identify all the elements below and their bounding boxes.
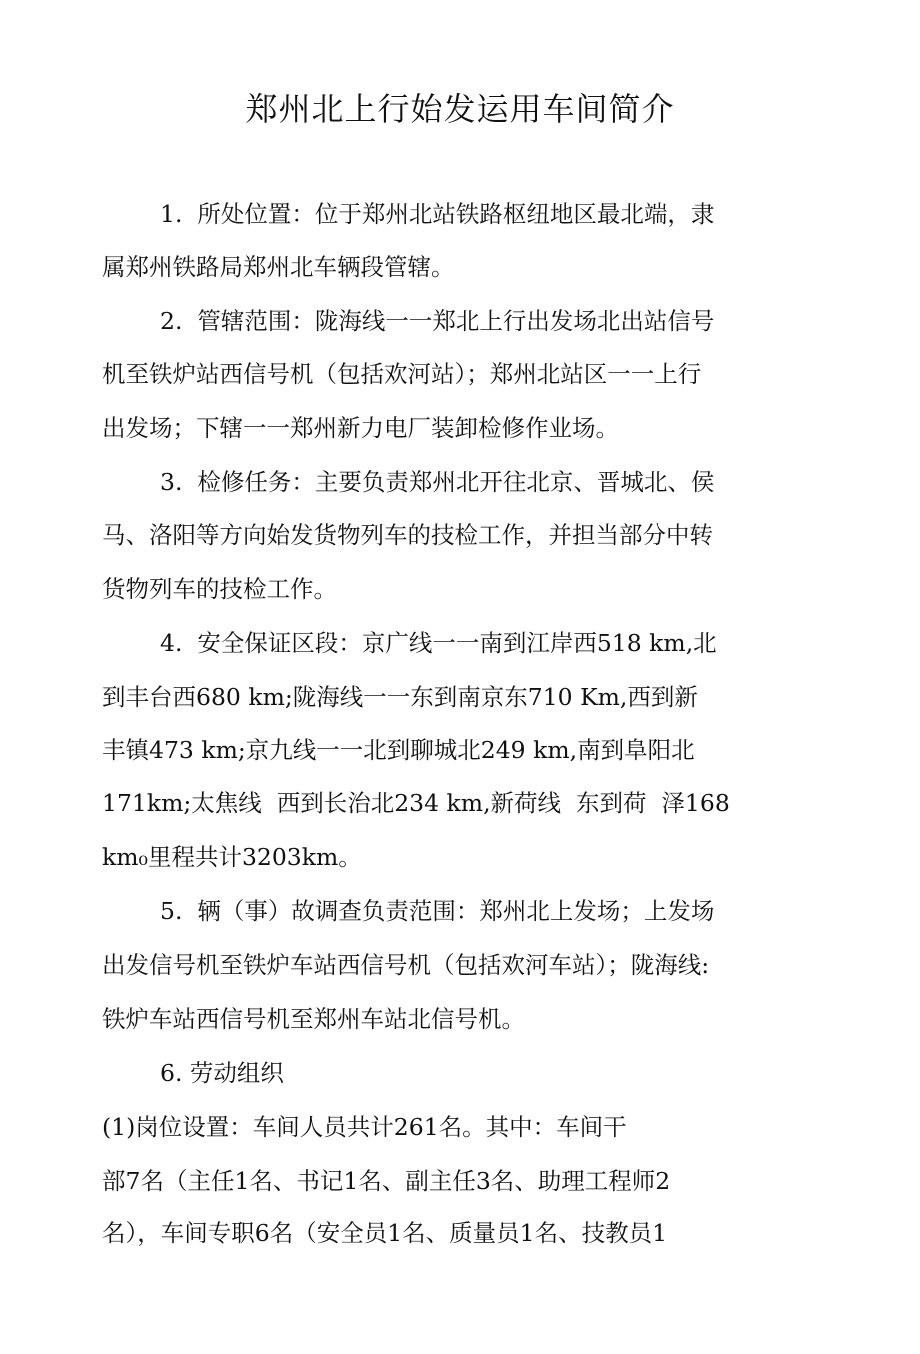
para-4-line: 171km;太焦线 西到长治北234 km,新荷线 东到荷 泽168 [102,789,730,817]
para-6-line: 名），车间专职6名（安全员1名、质量员1名、技教员1 [102,1219,668,1247]
para-5-line: 5. 辆（事）故调查负责范围：郑州北上发场；上发场 [160,897,715,925]
para-4-line: 丰镇473 km;京九线一一北到聊城北249 km,南到阜阳北 [102,736,695,764]
para-4-line: 4. 安全保证区段：京广线一一南到江岸西518 km,北 [160,629,717,657]
para-5-line: 铁炉车站西信号机至郑州车站北信号机。 [102,1005,525,1033]
para-1-line: 1. 所处位置：位于郑州北站铁路枢纽地区最北端，隶 [160,200,715,228]
para-4-line: 到丰台西680 km;陇海线一一东到南京东710 Km,西到新 [102,683,698,711]
para-2-line: 出发场；下辖一一郑州新力电厂装卸检修作业场。 [102,414,619,442]
para-2-line: 机至铁炉站西信号机（包括欢河站）；郑州北站区一一上行 [102,360,702,388]
para-6-line: 部7名（主任1名、书记1名、副主任3名、助理工程师2 [102,1167,671,1195]
para-5-line: 出发信号机至铁炉车站西信号机（包括欢河车站）；陇海线: [102,951,710,979]
para-6-line: (1)岗位设置：车间人员共计261名。其中：车间干 [102,1113,627,1141]
para-4-line: km₀里程共计3203km。 [102,843,362,871]
section-6-heading: 6. 劳动组织 [160,1059,284,1087]
para-2-line: 2. 管辖范围：陇海线一一郑北上行出发场北出站信号 [160,307,715,335]
para-3-line: 3. 检修任务：主要负责郑州北开往北京、晋城北、侯 [160,468,715,496]
para-3-line: 马、洛阳等方向始发货物列车的技检工作，并担当部分中转 [102,521,713,549]
para-1-line: 属郑州铁路局郑州北车辆段管辖。 [102,253,455,281]
document-title: 郑州北上行始发运用车间简介 [245,90,675,128]
para-3-line: 货物列车的技检工作。 [102,575,337,603]
